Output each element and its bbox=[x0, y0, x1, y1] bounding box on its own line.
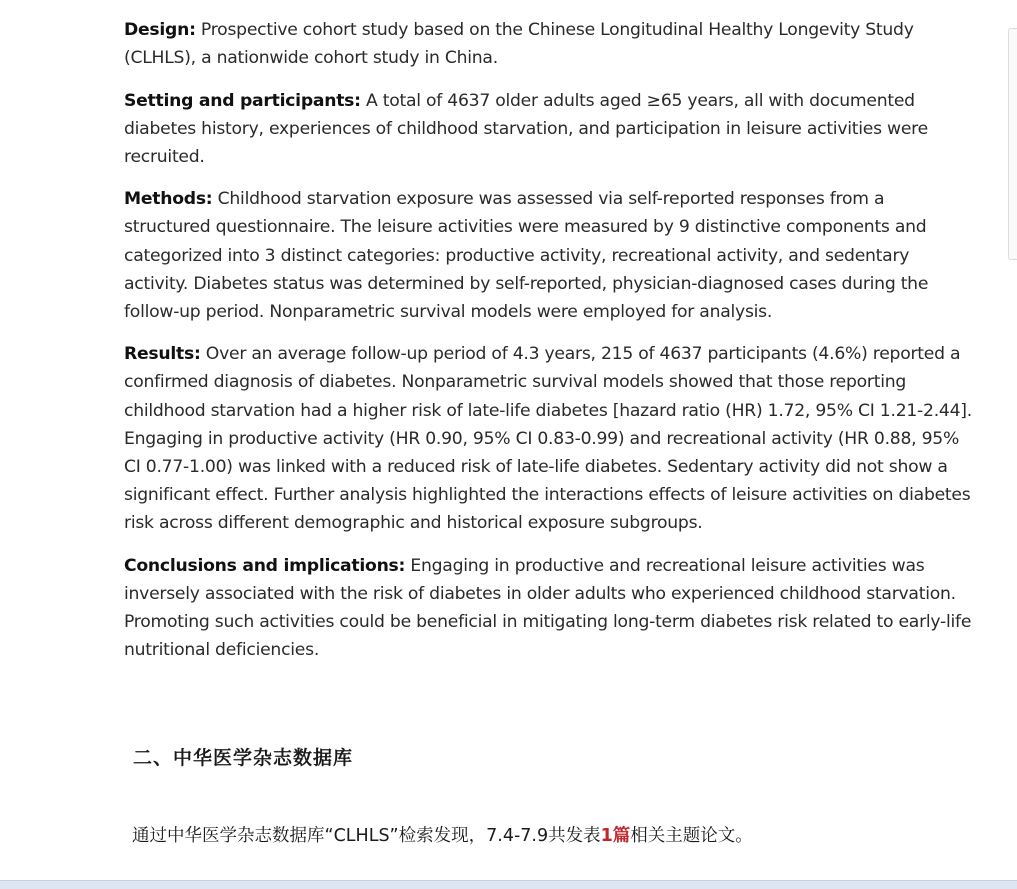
conclusions-label: Conclusions and implications: bbox=[124, 555, 406, 576]
conclusions-text: Engaging in productive and recreational leisure activities was inversely associated with the risk of diabetes in older adults who experienced childhood starvation. Promoting such activities could be beneficial in mitigating long-term diabetes risk related to early-life nutritional deficiencies. bbox=[124, 555, 972, 661]
methods-text: Childhood starvation exposure was assessed via self-reported responses from a structured questionnaire. The leisure activities were measured by 9 distinctive components and categorized into 3 distinct categories: productive activity, recreational activity, and sedentary activity. Diabetes status was determined by self-reported, physician-diagnosed cases during the follow-up period. Nonparametric survival models were employed for analysis. bbox=[124, 189, 929, 323]
design-text: Prospective cohort study based on the Chinese Longitudinal Healthy Longevity Study (CLHLS), a nationwide cohort study in China. bbox=[124, 20, 914, 69]
summary-suffix: 相关主题论文。 bbox=[630, 826, 753, 846]
design-label: Design: bbox=[124, 20, 196, 41]
setting-text: A total of 4637 older adults aged ≥65 years, all with documented diabetes history, experiences of childhood starvation, and participation in leisure activities were recruited. bbox=[124, 90, 928, 168]
conclusions-paragraph bbox=[124, 552, 972, 665]
summary-count: 1篇 bbox=[600, 826, 631, 846]
abstract-body bbox=[124, 0, 972, 678]
results-paragraph bbox=[124, 340, 972, 537]
section-heading: 二、中华医学杂志数据库 bbox=[133, 747, 354, 769]
methods-label: Methods: bbox=[124, 189, 213, 210]
bottom-status-bar bbox=[0, 880, 1017, 889]
results-label: Results: bbox=[124, 344, 201, 365]
objective-paragraph bbox=[124, 0, 972, 2]
side-scroll-panel[interactable] bbox=[1008, 28, 1017, 260]
summary-prefix: 通过中华医学杂志数据库“CLHLS”检索发现，7.4-7.9共发表 bbox=[132, 826, 601, 846]
section-summary bbox=[132, 822, 753, 847]
setting-paragraph bbox=[124, 87, 972, 172]
results-text: Over an average follow-up period of 4.3 years, 215 of 4637 participants (4.6%) reported a confirmed diagnosis of diabetes. Nonparametric survival models showed that those reporting childhood starvation had a higher risk of late-life diabetes [hazard ratio (HR) 1.72, 95% CI 1.21-2.44]. Engaging in productive activity (HR 0.90, 95% CI 0.83-0.99) and recreational activity (HR 0.88, 95% CI 0.77-1.00) was linked with a reduced risk of late-life diabetes. Sedentary activity did not show a significant effect. Further analysis highlighted the interactions effects of leisure activities on diabetes risk across different demographic and historical exposure subgroups. bbox=[124, 344, 972, 534]
setting-label: Setting and participants: bbox=[124, 90, 361, 111]
methods-paragraph bbox=[124, 185, 972, 326]
design-paragraph bbox=[124, 16, 972, 72]
